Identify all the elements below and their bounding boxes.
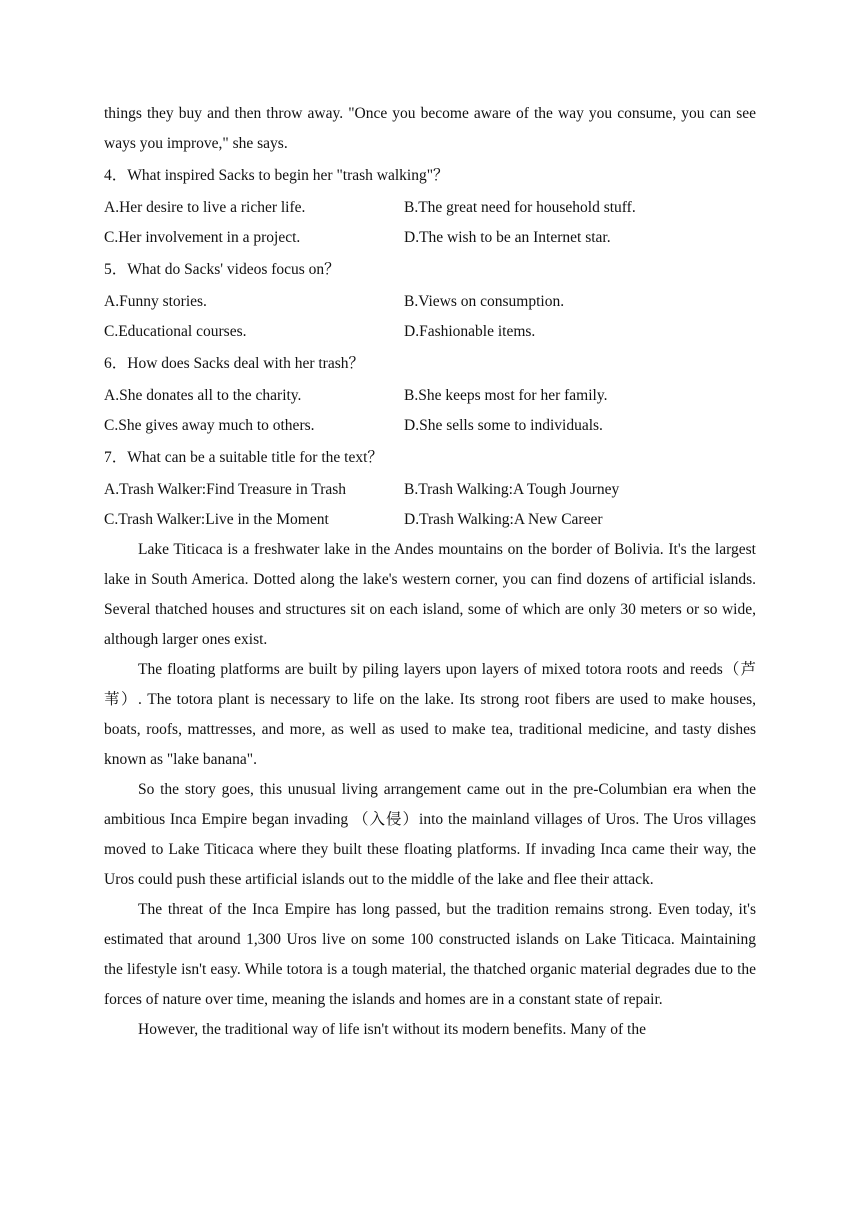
question-stem: 5．What do Sacks' videos focus on？ [104, 261, 340, 278]
question-stem: 7．What can be a suitable title for the text？ [104, 449, 383, 466]
option-c: C.Educational courses. [104, 323, 247, 340]
passage-paragraph: However, the traditional way of life isn't without its modern benefits. Many of the [138, 1021, 646, 1038]
passage-paragraph: The threat of the Inca Empire has long passed, but the tradition remains strong. Even today, it's estimated that around 1,300 Uros live on some 100 constructed islands on Lake Titicaca. Maintaining the lifestyle isn't easy. While totora is a tough material, the thatched organic material degrades due to the forces of nature over time, meaning the islands and homes are in a constant state of repair. [104, 901, 756, 1008]
option-d: D.She sells some to individuals. [404, 417, 603, 434]
option-b: B.She keeps most for her family. [404, 387, 608, 404]
option-d: D.The wish to be an Internet star. [404, 229, 611, 246]
option-b: B.Trash Walking:A Tough Journey [404, 481, 620, 498]
option-a: A.Her desire to live a richer life. [104, 199, 306, 216]
passage-paragraph: So the story goes, this unusual living arrangement came out in the pre-Columbian era when the ambitious Inca Empire began invading （入侵）into the mainland villages of Uros. The Uros villages moved to Lake Titicaca where they built these floating platforms. If invading Inca came their way, the Uros could push these artificial islands out to the middle of the lake and flee their attack. [104, 781, 756, 888]
reading-passage [104, 535, 756, 1045]
question-stem: 4．What inspired Sacks to begin her "trash walking"？ [104, 167, 449, 184]
option-c: C.Trash Walker:Live in the Moment [104, 511, 329, 528]
passage-paragraph: The floating platforms are built by piling layers upon layers of mixed totora roots and reeds（芦苇）. The totora plant is necessary to life on the lake. Its strong root fibers are used to make houses, boats, roofs, mattresses, and more, as well as used to make tea, traditional medicine, and tasty dishes known as "lake banana". [104, 661, 756, 768]
question-6 [104, 349, 756, 441]
question-7 [104, 443, 756, 535]
option-c: C.Her involvement in a project. [104, 229, 301, 246]
answer-options [104, 287, 756, 347]
option-d: D.Trash Walking:A New Career [404, 511, 603, 528]
option-d: D.Fashionable items. [404, 323, 536, 340]
option-b: B.Views on consumption. [404, 293, 565, 310]
option-a: A.She donates all to the charity. [104, 387, 302, 404]
option-c: C.She gives away much to others. [104, 417, 315, 434]
answer-options [104, 193, 756, 253]
option-a: A.Trash Walker:Find Treasure in Trash [104, 481, 347, 498]
document-page [104, 99, 756, 1045]
passage-paragraph: Lake Titicaca is a freshwater lake in the Andes mountains on the border of Bolivia. It's the largest lake in South America. Dotted along the lake's western corner, you can find dozens of artificial islands. Several thatched houses and structures sit on each island, some of which are only 30 meters or so wide, although larger ones exist. [104, 541, 756, 648]
answer-options [104, 381, 756, 441]
answer-options [104, 475, 756, 535]
question-stem: 6．How does Sacks deal with her trash？ [104, 355, 365, 372]
question-5 [104, 255, 756, 347]
intro-paragraph: things they buy and then throw away. "Once you become aware of the way you consume, you can see ways you improve," she says. [104, 105, 756, 152]
option-b: B.The great need for household stuff. [404, 199, 636, 216]
option-a: A.Funny stories. [104, 293, 207, 310]
question-4 [104, 161, 756, 253]
